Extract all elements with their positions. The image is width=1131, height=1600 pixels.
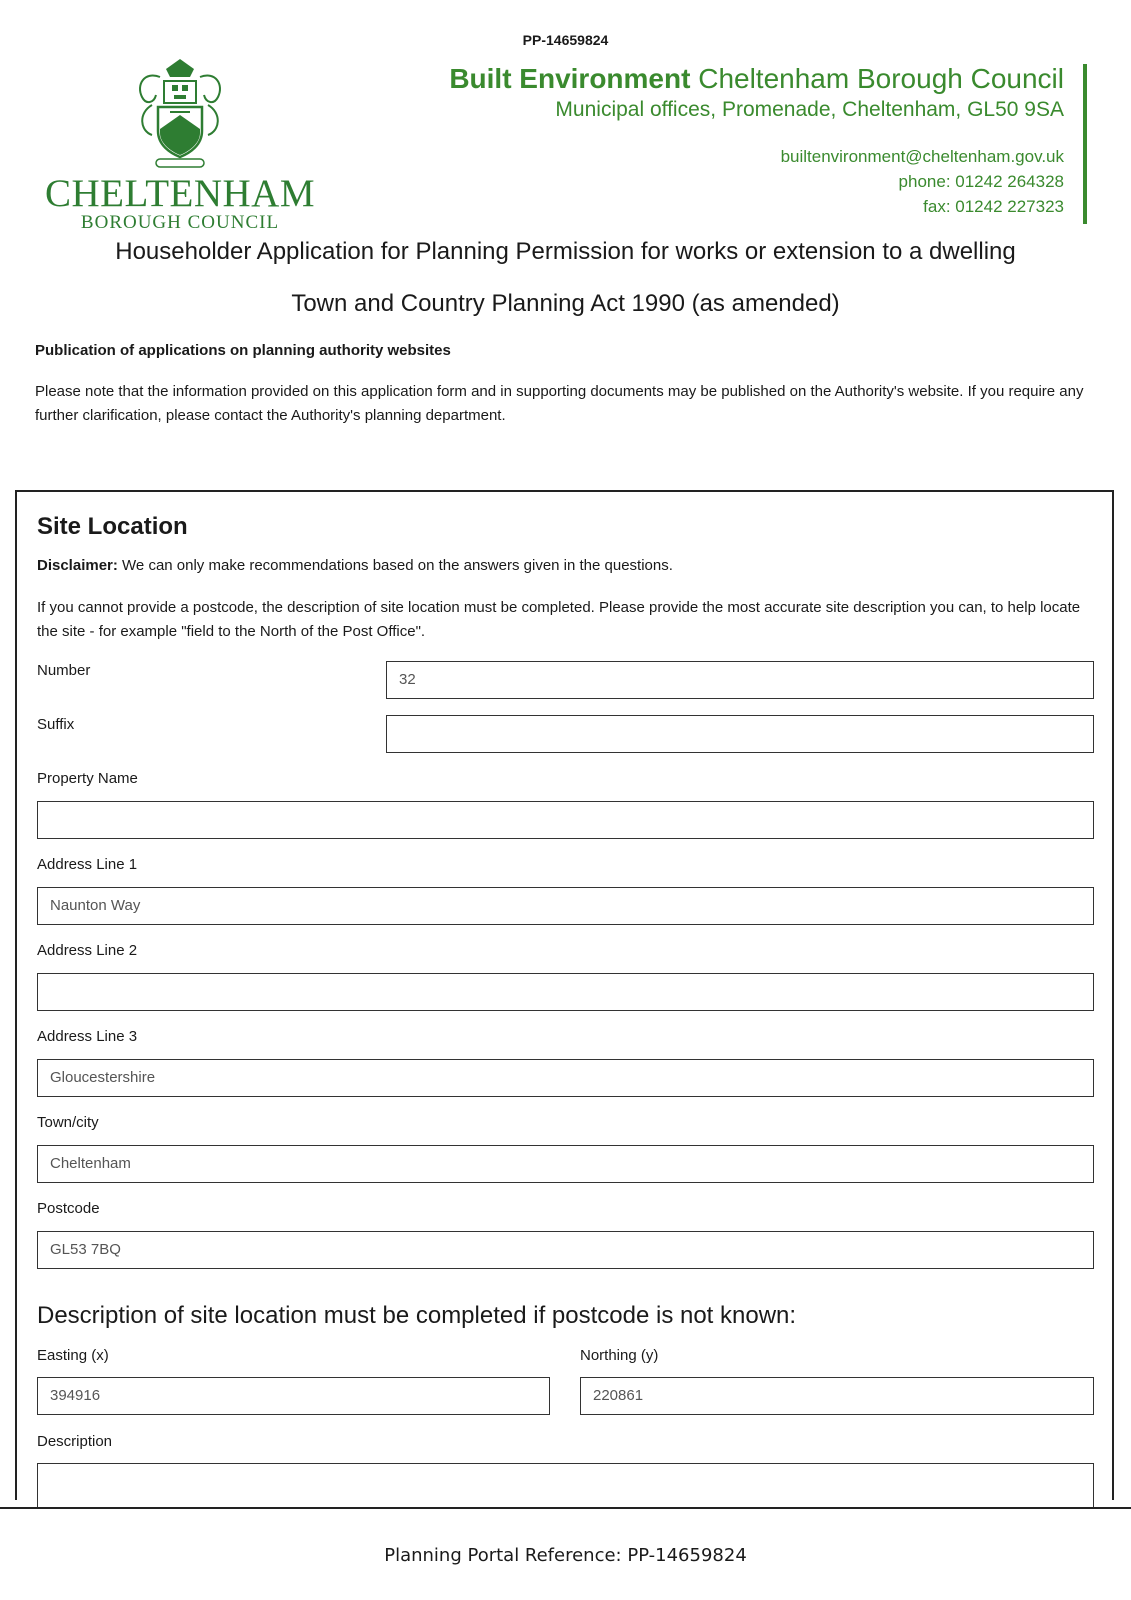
department-name: Built Environment (449, 63, 691, 94)
suffix-label: Suffix (37, 716, 75, 733)
page-footer: Planning Portal Reference: PP-14659824 (384, 1545, 747, 1566)
address-line-2-field[interactable] (37, 973, 1094, 1011)
logo-wordmark: CHELTENHAM (44, 172, 316, 215)
postcode-field[interactable]: GL53 7BQ (37, 1231, 1094, 1269)
address-line-2-label: Address Line 2 (37, 942, 138, 959)
document-reference: PP-14659824 (522, 32, 609, 48)
easting-field[interactable]: 394916 (37, 1377, 550, 1415)
town-field[interactable]: Cheltenham (37, 1145, 1094, 1183)
disclaimer-label: Disclaimer: (37, 557, 118, 574)
contact-accent-bar (1083, 64, 1087, 224)
contact-email[interactable]: builtenvironment@cheltenham.gov.uk (780, 147, 1064, 166)
address-line-1-label: Address Line 1 (37, 856, 138, 873)
postcode-info: If you cannot provide a postcode, the description of site location must be completed. Please provide the most accurate site description you can, to help locate the site - for example "field to the North of the Post Office". (37, 599, 1081, 640)
section-title: Site Location (37, 513, 188, 540)
postcode-label: Postcode (37, 1200, 100, 1217)
description-field[interactable] (37, 1463, 1094, 1507)
address-line-1-field[interactable]: Naunton Way (37, 887, 1094, 925)
publication-notice: Please note that the information provided on this application form and in supporting documents may be published on the Authority's website. If you require any further clarification, please contact the Authority's planning department. (35, 383, 1084, 424)
council-name: Cheltenham Borough Council (698, 63, 1064, 94)
contact-fax: fax: 01242 227323 (923, 197, 1064, 216)
northing-label: Northing (y) (580, 1347, 659, 1364)
number-field[interactable]: 32 (386, 661, 1094, 699)
description-heading: Description of site location must be completed if postcode is not known: (37, 1302, 797, 1329)
address-line-3-field[interactable]: Gloucestershire (37, 1059, 1094, 1097)
disclaimer-text: We can only make recommendations based on the answers given in the questions. (117, 557, 673, 574)
address-line-3-label: Address Line 3 (37, 1028, 138, 1045)
logo-subtitle: BOROUGH COUNCIL (80, 212, 280, 233)
publication-heading: Publication of applications on planning authority websites (35, 342, 451, 359)
form-title: Householder Application for Planning Permission for works or extension to a dwelling (115, 238, 1016, 265)
number-label: Number (37, 662, 91, 679)
description-label: Description (37, 1433, 113, 1450)
northing-field[interactable]: 220861 (580, 1377, 1094, 1415)
council-logo (40, 55, 320, 233)
contact-block (424, 62, 1076, 219)
organisation-name (424, 62, 1064, 96)
easting-label: Easting (x) (37, 1347, 109, 1364)
form-act: Town and Country Planning Act 1990 (as amended) (291, 290, 840, 317)
contact-phone: phone: 01242 264328 (898, 172, 1064, 191)
coat-of-arms-icon (130, 55, 230, 171)
council-address: Municipal offices, Promenade, Cheltenham, GL50 9SA (555, 98, 1064, 121)
property-name-field[interactable] (37, 801, 1094, 839)
town-label: Town/city (37, 1114, 99, 1131)
suffix-field[interactable] (386, 715, 1094, 753)
page-divider (0, 1507, 1131, 1509)
disclaimer (37, 557, 673, 574)
property-name-label: Property Name (37, 770, 138, 787)
